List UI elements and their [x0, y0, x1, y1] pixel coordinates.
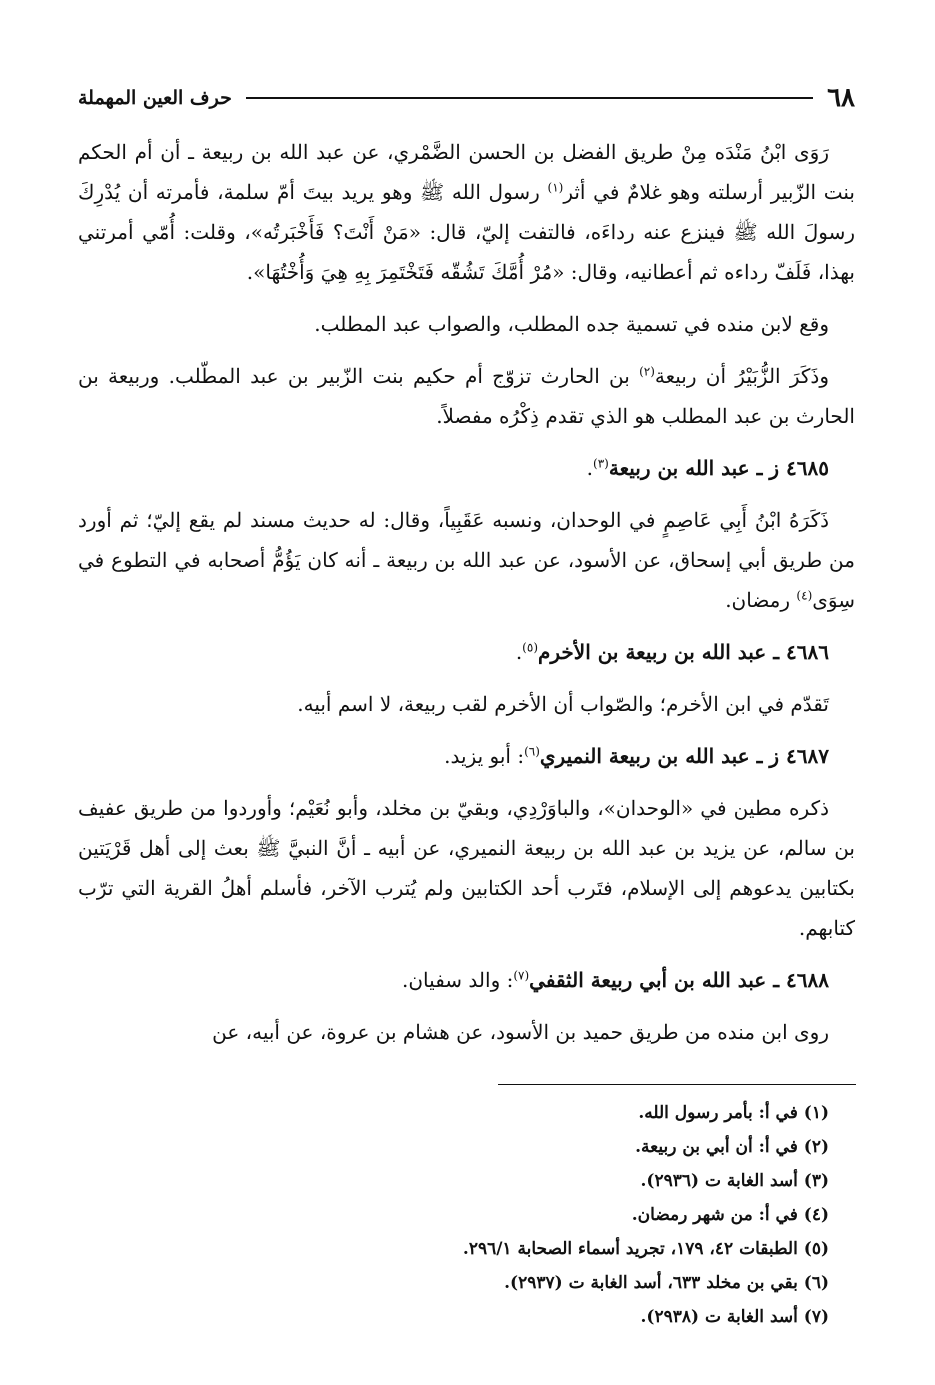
footnote: (٤) في أ: من شهر رمضان. — [631, 1205, 829, 1225]
paragraph-5: تَقدّم في ابن الأخرم؛ والصّواب أن الأخرم لقب ربيعة، لا اسم أبيه. — [297, 692, 829, 716]
footnote-ref-7: (٧) — [513, 968, 530, 983]
paragraph-4: ذَكَرَهُ ابْنُ أَبِي عَاصِمٍ في الوحدان، ونسبه عَقَبِياً، وقال: له حديث مسند لم يقع إليّ؛ ثم أورد من طريق أبي إسحاق، عن الأسود، عن عبد الله بن ربيعة ـ أنه كان يَؤُمُّ أصحابه في التطوع في سِوَى$^{(٤)}$ رمضان. — [78, 508, 855, 612]
header-rule — [246, 97, 813, 99]
paragraph-2: وقع لابن منده في تسمية جده المطلب، والصواب عبد المطلب. — [314, 312, 829, 336]
paragraph-7: روى ابن منده من طريق حميد بن الأسود، عن هشام بن عروة، عن أبيه، عن — [212, 1020, 829, 1044]
main-text — [78, 132, 855, 1064]
footnote-ref-3: (٣) — [593, 456, 609, 471]
paragraph-3: وذَكَرَ الزُّبَيْرُ أن ربيعة$^{(٢)}$ بن الحارث تزوّج أم حكيم بنت الزّبير بن عبد المطّلب. وربيعة بن الحارث بن عبد المطلب هو الذي تقدم ذِكْرُه مفصلاً. — [78, 364, 855, 428]
page-header — [78, 80, 855, 116]
entry-4686: ٤٦٨٦ ـ عبد الله بن ربيعة بن الأخرم$^{(٥)}$. — [515, 640, 829, 664]
footnote-separator — [498, 1084, 856, 1085]
footnote: (٢) في أ: أن أبي بن ربيعة. — [635, 1137, 829, 1157]
chapter-title: حرف العين المهملة — [78, 87, 232, 109]
entry-heading: ٤٦٨٦ ـ عبد الله بن ربيعة بن الأخرم — [538, 640, 829, 664]
entry-4687: ٤٦٨٧ ز ـ عبد الله بن ربيعة النميري$^{(٦)}$: أبو يزيد. — [444, 744, 829, 768]
footnote-ref-2: (٢) — [639, 364, 655, 379]
entry-heading: ٤٦٨٧ ز ـ عبد الله بن ربيعة النميري — [539, 744, 829, 768]
footnote: (٧) أسد الغابة ت (٢٩٣٨). — [640, 1307, 829, 1327]
footnote-ref-1: (١) — [547, 180, 564, 195]
footnote-ref-5: (٥) — [522, 640, 538, 655]
footnote: (٥) الطبقات ٤٢، ١٧٩، تجريد أسماء الصحابة ٢٩٦/١. — [462, 1239, 829, 1259]
entry-heading: ٤٦٨٨ ـ عبد الله بن أبي ربيعة الثقفي — [529, 968, 829, 992]
paragraph-1: رَوَى ابْنُ مَنْدَه مِنْ طريق الفضل بن الحسن الضَّمْري، عن عبد الله بن ربيعة ـ أن أم الحكم بنت الزّبير أرسلته وهو غلامٌ في أثر$^{(١)}$ رسول الله ﷺ وهو يريد بيتَ أمّ سلمة، فأمرته أن يُدْرِكَ رسولَ الله ﷺ فينزع عنه رداءَه، فالتفت إليّ، قال: «مَنْ أَنْتَ؟ فَأَخْبَرتُه»، وقلت: أُمّي أمرتني بهذا، فَلَفّ رداءه ثم أعطانيه، وقال: «مُرْ أُمَّكَ تَشُقّه فَتَخْتَمِرَ بِهِ هِيَ وَأُخْتُهَا». — [78, 140, 855, 284]
paragraph-6: ذكره مطين في «الوحدان»، والباوَرْدِي، وبقيّ بن مخلد، وأبو نُعَيْم؛ وأوردوا من طريق عفيف بن سالم، عن يزيد بن عبد الله بن ربيعة النميري، عن أبيه ـ أنَّ النبيَّ ﷺ بعث إلى أهل قَرْيَتين بكتابين يدعوهم إلى الإسلام، فتَرب أحد الكتابين ولم يُترب الآخر، فأسلم أهلُ القرية التي ترّب كتابهم. — [78, 796, 855, 940]
page-number: ٦٨ — [827, 83, 855, 113]
footnotes — [78, 1096, 855, 1334]
entry-4685: ٤٦٨٥ ز ـ عبد الله بن ربيعة$^{(٣)}$. — [586, 456, 829, 480]
footnote: (١) في أ: بأمر رسول الله. — [638, 1103, 829, 1123]
footnote: (٦) بقي بن مخلد ٦٣٣، أسد الغابة ت (٢٩٣٧). — [504, 1273, 829, 1293]
footnote: (٣) أسد الغابة ت (٢٩٣٦). — [640, 1171, 829, 1191]
footnote-ref-6: (٦) — [524, 744, 540, 759]
entry-4688: ٤٦٨٨ ـ عبد الله بن أبي ربيعة الثقفي$^{(٧)}$: والد سفيان. — [402, 968, 829, 992]
entry-heading: ٤٦٨٥ ز ـ عبد الله بن ربيعة — [608, 456, 829, 480]
footnote-ref-4: (٤) — [796, 588, 813, 603]
